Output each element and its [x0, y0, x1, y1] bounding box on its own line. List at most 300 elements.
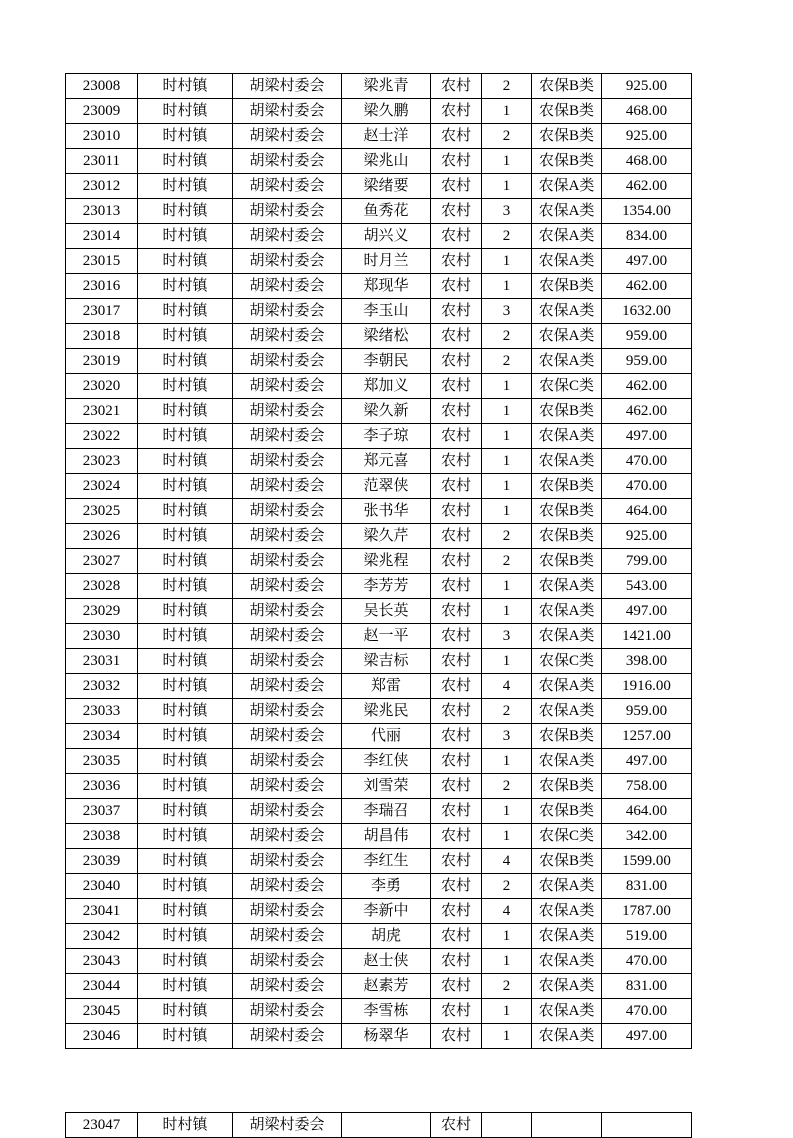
cell-town: 时村镇 — [138, 174, 233, 199]
cell-insurance-category: 农保B类 — [532, 799, 602, 824]
cell-id: 23024 — [66, 474, 138, 499]
cell-village-committee: 胡梁村委会 — [233, 424, 342, 449]
cell-insurance-category: 农保B类 — [532, 149, 602, 174]
cell-residence-type: 农村 — [431, 874, 482, 899]
cell-amount: 959.00 — [602, 699, 692, 724]
cell-town: 时村镇 — [138, 149, 233, 174]
cell-residence-type: 农村 — [431, 849, 482, 874]
cell-village-committee: 胡梁村委会 — [233, 624, 342, 649]
cell-town: 时村镇 — [138, 974, 233, 999]
cell-town: 时村镇 — [138, 949, 233, 974]
cell-amount: 799.00 — [602, 549, 692, 574]
table-row — [66, 624, 692, 649]
cell-residence-type: 农村 — [431, 824, 482, 849]
cell-residence-type: 农村 — [431, 524, 482, 549]
table-row — [66, 424, 692, 449]
cell-town: 时村镇 — [138, 249, 233, 274]
cell-person-name: 李红侠 — [342, 749, 431, 774]
cell-id: 23019 — [66, 349, 138, 374]
payment-table-wrap — [65, 73, 692, 1049]
cell-village-committee: 胡梁村委会 — [233, 74, 342, 99]
cell-person-name: 郑加义 — [342, 374, 431, 399]
cell-person-count: 2 — [482, 974, 532, 999]
cell-residence-type: 农村 — [431, 499, 482, 524]
cell-village-committee: 胡梁村委会 — [233, 924, 342, 949]
payment-table — [65, 73, 692, 1049]
cell-amount: 1916.00 — [602, 674, 692, 699]
cell-person-name: 梁久新 — [342, 399, 431, 424]
cell-village-committee: 胡梁村委会 — [233, 974, 342, 999]
cell-id: 23008 — [66, 74, 138, 99]
cell-village-committee: 胡梁村委会 — [233, 649, 342, 674]
table-row — [66, 124, 692, 149]
cell-village-committee: 胡梁村委会 — [233, 224, 342, 249]
cell-id: 23009 — [66, 99, 138, 124]
table-row — [66, 749, 692, 774]
cell-insurance-category: 农保B类 — [532, 124, 602, 149]
cell-person-count: 2 — [482, 224, 532, 249]
cell-insurance-category: 农保B类 — [532, 524, 602, 549]
cell-insurance-category: 农保A类 — [532, 699, 602, 724]
cell-id: 23031 — [66, 649, 138, 674]
cell-village-committee: 胡梁村委会 — [233, 524, 342, 549]
cell-id: 23016 — [66, 274, 138, 299]
cell-id: 23028 — [66, 574, 138, 599]
cell-residence-type: 农村 — [431, 999, 482, 1024]
cell-town: 时村镇 — [138, 899, 233, 924]
cell-residence-type: 农村 — [431, 399, 482, 424]
cell-amount: 1354.00 — [602, 199, 692, 224]
cell-amount: 462.00 — [602, 399, 692, 424]
cell-id: 23021 — [66, 399, 138, 424]
cell-amount: 398.00 — [602, 649, 692, 674]
cell-person-name: 李芳芳 — [342, 574, 431, 599]
cell-id: 23047 — [66, 1113, 138, 1138]
cell-insurance-category: 农保B类 — [532, 499, 602, 524]
cell-insurance-category: 农保A类 — [532, 424, 602, 449]
table-row — [66, 449, 692, 474]
cell-id: 23042 — [66, 924, 138, 949]
cell-village-committee: 胡梁村委会 — [233, 899, 342, 924]
cell-village-committee: 胡梁村委会 — [233, 399, 342, 424]
cell-amount: 925.00 — [602, 74, 692, 99]
cell-town: 时村镇 — [138, 574, 233, 599]
cell-insurance-category: 农保A类 — [532, 599, 602, 624]
cell-id: 23029 — [66, 599, 138, 624]
table-row — [66, 249, 692, 274]
cell-id: 23026 — [66, 524, 138, 549]
cell-residence-type: 农村 — [431, 674, 482, 699]
cell-person-name: 赵士洋 — [342, 124, 431, 149]
cell-village-committee: 胡梁村委会 — [233, 599, 342, 624]
cell-person-name: 胡昌伟 — [342, 824, 431, 849]
cell-id: 23010 — [66, 124, 138, 149]
cell-village-committee: 胡梁村委会 — [233, 299, 342, 324]
cell-town: 时村镇 — [138, 824, 233, 849]
table-row — [66, 399, 692, 424]
table-body — [66, 74, 692, 1049]
cell-person-count: 1 — [482, 99, 532, 124]
partial-row-table — [65, 1112, 692, 1138]
cell-residence-type: 农村 — [431, 799, 482, 824]
cell-insurance-category: 农保B类 — [532, 549, 602, 574]
cell-town: 时村镇 — [138, 799, 233, 824]
cell-amount: 470.00 — [602, 949, 692, 974]
table-row — [66, 549, 692, 574]
cell-person-count: 1 — [482, 399, 532, 424]
cell-residence-type: 农村 — [431, 224, 482, 249]
cell-village-committee: 胡梁村委会 — [233, 699, 342, 724]
cell-insurance-category — [532, 1113, 602, 1138]
cell-id: 23033 — [66, 699, 138, 724]
cell-town: 时村镇 — [138, 74, 233, 99]
cell-residence-type: 农村 — [431, 974, 482, 999]
cell-amount: 497.00 — [602, 599, 692, 624]
cell-residence-type: 农村 — [431, 699, 482, 724]
cell-amount: 519.00 — [602, 924, 692, 949]
cell-person-count: 1 — [482, 449, 532, 474]
cell-person-count: 1 — [482, 574, 532, 599]
table-row — [66, 949, 692, 974]
cell-residence-type: 农村 — [431, 474, 482, 499]
cell-id: 23015 — [66, 249, 138, 274]
cell-person-name: 李雪栋 — [342, 999, 431, 1024]
cell-insurance-category: 农保A类 — [532, 224, 602, 249]
cell-id: 23040 — [66, 874, 138, 899]
cell-residence-type: 农村 — [431, 724, 482, 749]
cell-person-name: 李新中 — [342, 899, 431, 924]
table-row — [66, 824, 692, 849]
cell-person-count — [482, 1113, 532, 1138]
cell-id: 23039 — [66, 849, 138, 874]
cell-village-committee: 胡梁村委会 — [233, 799, 342, 824]
cell-village-committee: 胡梁村委会 — [233, 374, 342, 399]
cell-person-count: 1 — [482, 924, 532, 949]
cell-person-count: 1 — [482, 824, 532, 849]
cell-id: 23023 — [66, 449, 138, 474]
cell-residence-type: 农村 — [431, 374, 482, 399]
cell-person-name: 梁兆山 — [342, 149, 431, 174]
cell-person-name: 李红生 — [342, 849, 431, 874]
cell-residence-type: 农村 — [431, 74, 482, 99]
next-page-partial-row — [65, 1112, 693, 1133]
cell-person-count: 1 — [482, 274, 532, 299]
cell-amount: 1787.00 — [602, 899, 692, 924]
cell-amount: 497.00 — [602, 424, 692, 449]
cell-insurance-category: 农保A类 — [532, 349, 602, 374]
cell-town: 时村镇 — [138, 499, 233, 524]
cell-town: 时村镇 — [138, 1113, 233, 1138]
cell-person-name: 梁兆程 — [342, 549, 431, 574]
cell-residence-type: 农村 — [431, 174, 482, 199]
cell-id: 23038 — [66, 824, 138, 849]
cell-amount: 543.00 — [602, 574, 692, 599]
cell-person-count: 1 — [482, 149, 532, 174]
cell-amount: 464.00 — [602, 499, 692, 524]
table-row — [66, 974, 692, 999]
cell-person-name: 吴长英 — [342, 599, 431, 624]
cell-amount: 758.00 — [602, 774, 692, 799]
cell-insurance-category: 农保C类 — [532, 824, 602, 849]
cell-amount: 1632.00 — [602, 299, 692, 324]
cell-residence-type: 农村 — [431, 624, 482, 649]
table-row — [66, 224, 692, 249]
cell-person-count: 3 — [482, 199, 532, 224]
cell-insurance-category: 农保B类 — [532, 99, 602, 124]
cell-person-count: 1 — [482, 474, 532, 499]
cell-town: 时村镇 — [138, 649, 233, 674]
cell-id: 23022 — [66, 424, 138, 449]
cell-village-committee: 胡梁村委会 — [233, 674, 342, 699]
cell-person-name: 梁久鹏 — [342, 99, 431, 124]
cell-town: 时村镇 — [138, 474, 233, 499]
cell-id: 23043 — [66, 949, 138, 974]
cell-village-committee: 胡梁村委会 — [233, 324, 342, 349]
cell-town: 时村镇 — [138, 624, 233, 649]
cell-village-committee: 胡梁村委会 — [233, 249, 342, 274]
cell-village-committee: 胡梁村委会 — [233, 574, 342, 599]
cell-person-count: 4 — [482, 899, 532, 924]
table-row — [66, 1113, 692, 1138]
cell-amount: 925.00 — [602, 524, 692, 549]
table-row — [66, 524, 692, 549]
cell-amount: 462.00 — [602, 274, 692, 299]
table-row — [66, 874, 692, 899]
cell-town: 时村镇 — [138, 749, 233, 774]
cell-amount: 468.00 — [602, 149, 692, 174]
cell-town: 时村镇 — [138, 99, 233, 124]
cell-residence-type: 农村 — [431, 899, 482, 924]
cell-town: 时村镇 — [138, 524, 233, 549]
cell-person-count: 1 — [482, 374, 532, 399]
table-row — [66, 599, 692, 624]
cell-insurance-category: 农保A类 — [532, 324, 602, 349]
cell-amount: 342.00 — [602, 824, 692, 849]
cell-village-committee: 胡梁村委会 — [233, 274, 342, 299]
cell-person-count: 3 — [482, 724, 532, 749]
cell-person-count: 3 — [482, 624, 532, 649]
cell-village-committee: 胡梁村委会 — [233, 1113, 342, 1138]
cell-id: 23030 — [66, 624, 138, 649]
table-row — [66, 699, 692, 724]
cell-person-count: 1 — [482, 749, 532, 774]
cell-id: 23041 — [66, 899, 138, 924]
cell-amount — [602, 1113, 692, 1138]
cell-id: 23018 — [66, 324, 138, 349]
cell-amount: 831.00 — [602, 874, 692, 899]
cell-person-name: 胡兴义 — [342, 224, 431, 249]
cell-id: 23037 — [66, 799, 138, 824]
cell-amount: 1599.00 — [602, 849, 692, 874]
cell-residence-type: 农村 — [431, 649, 482, 674]
cell-person-count: 2 — [482, 124, 532, 149]
cell-town: 时村镇 — [138, 1024, 233, 1049]
cell-insurance-category: 农保A类 — [532, 899, 602, 924]
cell-id: 23020 — [66, 374, 138, 399]
table-row — [66, 899, 692, 924]
cell-id: 23014 — [66, 224, 138, 249]
cell-person-count: 1 — [482, 174, 532, 199]
table-row — [66, 649, 692, 674]
cell-insurance-category: 农保B类 — [532, 724, 602, 749]
cell-person-count: 2 — [482, 874, 532, 899]
cell-person-count: 2 — [482, 549, 532, 574]
table-row — [66, 999, 692, 1024]
cell-town: 时村镇 — [138, 449, 233, 474]
cell-town: 时村镇 — [138, 599, 233, 624]
table-row — [66, 99, 692, 124]
cell-village-committee: 胡梁村委会 — [233, 999, 342, 1024]
cell-village-committee: 胡梁村委会 — [233, 824, 342, 849]
cell-id: 23013 — [66, 199, 138, 224]
cell-person-count: 2 — [482, 324, 532, 349]
cell-residence-type: 农村 — [431, 774, 482, 799]
cell-town: 时村镇 — [138, 724, 233, 749]
cell-person-count: 4 — [482, 849, 532, 874]
cell-person-count: 1 — [482, 599, 532, 624]
cell-village-committee: 胡梁村委会 — [233, 724, 342, 749]
cell-insurance-category: 农保A类 — [532, 974, 602, 999]
cell-person-count: 1 — [482, 1024, 532, 1049]
cell-town: 时村镇 — [138, 349, 233, 374]
cell-person-name: 杨翠华 — [342, 1024, 431, 1049]
cell-insurance-category: 农保A类 — [532, 624, 602, 649]
cell-town: 时村镇 — [138, 674, 233, 699]
table-row — [66, 374, 692, 399]
cell-person-name: 李子琼 — [342, 424, 431, 449]
cell-town: 时村镇 — [138, 324, 233, 349]
cell-town: 时村镇 — [138, 699, 233, 724]
cell-insurance-category: 农保B类 — [532, 474, 602, 499]
cell-village-committee: 胡梁村委会 — [233, 774, 342, 799]
cell-person-count: 2 — [482, 699, 532, 724]
cell-village-committee: 胡梁村委会 — [233, 174, 342, 199]
cell-amount: 464.00 — [602, 799, 692, 824]
table-row — [66, 1024, 692, 1049]
cell-village-committee: 胡梁村委会 — [233, 499, 342, 524]
cell-residence-type: 农村 — [431, 124, 482, 149]
table-row — [66, 174, 692, 199]
cell-id: 23046 — [66, 1024, 138, 1049]
cell-person-count: 4 — [482, 674, 532, 699]
cell-village-committee: 胡梁村委会 — [233, 749, 342, 774]
cell-id: 23011 — [66, 149, 138, 174]
cell-id: 23025 — [66, 499, 138, 524]
cell-person-count: 1 — [482, 949, 532, 974]
cell-person-name: 梁绪松 — [342, 324, 431, 349]
cell-id: 23036 — [66, 774, 138, 799]
cell-id: 23012 — [66, 174, 138, 199]
cell-residence-type: 农村 — [431, 1024, 482, 1049]
cell-village-committee: 胡梁村委会 — [233, 349, 342, 374]
cell-residence-type: 农村 — [431, 949, 482, 974]
table-row — [66, 299, 692, 324]
table-row — [66, 149, 692, 174]
cell-amount: 959.00 — [602, 349, 692, 374]
cell-person-name: 梁吉标 — [342, 649, 431, 674]
cell-town: 时村镇 — [138, 399, 233, 424]
cell-amount: 834.00 — [602, 224, 692, 249]
cell-amount: 462.00 — [602, 374, 692, 399]
table-row — [66, 474, 692, 499]
cell-amount: 497.00 — [602, 749, 692, 774]
cell-amount: 925.00 — [602, 124, 692, 149]
cell-insurance-category: 农保A类 — [532, 199, 602, 224]
cell-person-name: 梁兆青 — [342, 74, 431, 99]
cell-village-committee: 胡梁村委会 — [233, 474, 342, 499]
cell-person-count: 2 — [482, 524, 532, 549]
cell-person-name: 赵素芳 — [342, 974, 431, 999]
cell-residence-type: 农村 — [431, 449, 482, 474]
cell-insurance-category: 农保A类 — [532, 674, 602, 699]
cell-insurance-category: 农保A类 — [532, 249, 602, 274]
table-row — [66, 74, 692, 99]
cell-insurance-category: 农保A类 — [532, 949, 602, 974]
cell-insurance-category: 农保C类 — [532, 374, 602, 399]
cell-insurance-category: 农保C类 — [532, 649, 602, 674]
cell-village-committee: 胡梁村委会 — [233, 199, 342, 224]
cell-village-committee: 胡梁村委会 — [233, 124, 342, 149]
cell-person-name: 代丽 — [342, 724, 431, 749]
cell-person-name: 胡虎 — [342, 924, 431, 949]
cell-person-count: 1 — [482, 424, 532, 449]
table-row — [66, 724, 692, 749]
table-row — [66, 349, 692, 374]
cell-insurance-category: 农保B类 — [532, 274, 602, 299]
cell-residence-type: 农村 — [431, 1113, 482, 1138]
cell-amount: 470.00 — [602, 474, 692, 499]
cell-town: 时村镇 — [138, 374, 233, 399]
table-row — [66, 924, 692, 949]
cell-amount: 470.00 — [602, 999, 692, 1024]
table-row — [66, 324, 692, 349]
cell-village-committee: 胡梁村委会 — [233, 149, 342, 174]
cell-residence-type: 农村 — [431, 349, 482, 374]
cell-residence-type: 农村 — [431, 749, 482, 774]
cell-insurance-category: 农保A类 — [532, 574, 602, 599]
cell-person-count: 1 — [482, 499, 532, 524]
cell-person-count: 3 — [482, 299, 532, 324]
cell-town: 时村镇 — [138, 999, 233, 1024]
cell-amount: 831.00 — [602, 974, 692, 999]
cell-id: 23045 — [66, 999, 138, 1024]
cell-person-name: 时月兰 — [342, 249, 431, 274]
cell-id: 23035 — [66, 749, 138, 774]
cell-amount: 497.00 — [602, 249, 692, 274]
cell-residence-type: 农村 — [431, 299, 482, 324]
cell-residence-type: 农村 — [431, 199, 482, 224]
cell-town: 时村镇 — [138, 549, 233, 574]
cell-town: 时村镇 — [138, 874, 233, 899]
cell-insurance-category: 农保A类 — [532, 174, 602, 199]
cell-residence-type: 农村 — [431, 549, 482, 574]
cell-town: 时村镇 — [138, 274, 233, 299]
cell-residence-type: 农村 — [431, 324, 482, 349]
cell-amount: 462.00 — [602, 174, 692, 199]
cell-village-committee: 胡梁村委会 — [233, 849, 342, 874]
cell-residence-type: 农村 — [431, 99, 482, 124]
cell-town: 时村镇 — [138, 424, 233, 449]
cell-residence-type: 农村 — [431, 249, 482, 274]
cell-village-committee: 胡梁村委会 — [233, 949, 342, 974]
cell-amount: 497.00 — [602, 1024, 692, 1049]
cell-insurance-category: 农保A类 — [532, 999, 602, 1024]
cell-person-count: 2 — [482, 74, 532, 99]
cell-person-name: 梁久芹 — [342, 524, 431, 549]
cell-person-name: 李瑞召 — [342, 799, 431, 824]
cell-town: 时村镇 — [138, 199, 233, 224]
cell-village-committee: 胡梁村委会 — [233, 874, 342, 899]
